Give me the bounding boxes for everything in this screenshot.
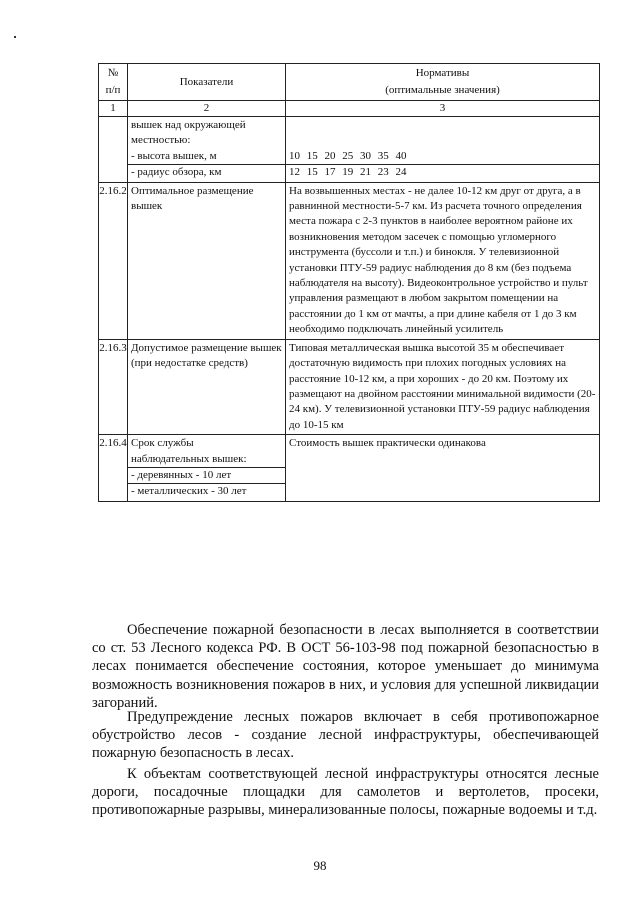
- indicator-line: Срок службы: [131, 437, 194, 450]
- row-number: [99, 117, 128, 183]
- column-number-1: 1: [99, 101, 128, 117]
- column-number-row: [99, 101, 600, 117]
- page-number: 98: [313, 858, 327, 873]
- indicator-cell: Оптимальное размещение вышек: [128, 182, 286, 339]
- indicator-cell: Допустимое размещение вышек (при недостатке средств): [128, 339, 286, 434]
- row-number: 2.16.4: [99, 435, 128, 502]
- header-norms-line1: Нормативы: [415, 67, 470, 79]
- header-indicators: Показатели: [128, 64, 286, 101]
- indicator-cell: [128, 117, 286, 183]
- norm-cell: [286, 117, 600, 183]
- paragraph-text: Обеспечение пожарной безопасности в лесах выполняется в соответствии со ст. 53 Лесного кодекса РФ. В ОСТ 56-103-98 под пожарной безопасностью в лесах понимается обеспечение состояния, которое уменьшает до минимума возможность возникновения пожаров в них, и условия для успешной ликвидации загораний.: [92, 622, 599, 711]
- paragraph-fire-safety: [92, 621, 599, 712]
- paragraph-infrastructure: [92, 765, 599, 820]
- paragraph-text: К объектам соответствующей лесной инфраструктуры относятся лесные дороги, посадочные площадки для самолетов и вертолетов, просеки, противопожарные разрывы, минерализованные полосы, пожарные водоемы и т.д.: [92, 766, 599, 819]
- indicator-line: вышек над окружающей: [131, 119, 246, 131]
- norm-cell: Стоимость вышек практически одинакова: [286, 435, 600, 502]
- indicator-line: наблюдательных вышек:: [131, 452, 247, 465]
- indicator-line: - радиус обзора, км: [128, 164, 285, 180]
- indicator-cell: [128, 435, 286, 502]
- row-number: 2.16.3: [99, 339, 128, 434]
- header-number: № п/п: [99, 64, 128, 101]
- paragraph-text: Предупреждение лесных пожаров включает в себя противопожарное обустройство лесов - создание лесной инфраструктуры, обеспечивающей пожарную безопасность в лесах.: [92, 709, 599, 762]
- view-radii: 12 15 17 19 21 23 24: [286, 164, 599, 180]
- table-row: [99, 435, 600, 502]
- indicator-line: - металлических - 30 лет: [128, 483, 285, 499]
- indicator-line: - высота вышек, м: [131, 149, 217, 162]
- norm-cell: Типовая металлическая вышка высотой 35 м обеспечивает достаточную видимость при плохих погодных условиях на расстояние 10-12 км, а при хороших - до 20 км. Поэтому их размещают на двойном расстоянии минимальной видимости (20-24 км). У телевизионной установки ПТУ-59 радиус наблюдения до 10-15 км: [286, 339, 600, 434]
- norms-table: [98, 63, 600, 502]
- paragraph-prevention: [92, 708, 599, 763]
- table-row: [99, 339, 600, 434]
- indicator-line: - деревянных - 10 лет: [128, 467, 285, 483]
- column-number-2: 2: [128, 101, 286, 117]
- row-number: 2.16.2: [99, 182, 128, 339]
- scan-speck: [14, 36, 16, 38]
- table-row: [99, 182, 600, 339]
- column-number-3: 3: [286, 101, 600, 117]
- indicator-line: местностью:: [131, 134, 191, 147]
- header-norms-line2: (оптимальные значения): [385, 84, 500, 96]
- tower-heights: 10 15 20 25 30 35 40: [289, 149, 407, 162]
- table-header-row: [99, 64, 600, 101]
- table-row: [99, 117, 600, 183]
- norm-cell: На возвышенных местах - не далее 10-12 км друг от друга, а в равнинной местности-5-7 км. Из расчета точного определения места пожара с 2-3 пунктов в наиболее вероятном районе их возникновения методом засечек с помощью угломерного инструмента (буссоли и т.п.) и бинокля. У телевизионной установки ПТУ-59 радиус наблюдения до 8 км (без подъема наблюдателя на высоту). Видеоконтрольное устройство и пульт управления размещают в любом закрытом помещении на расстоянии до 1 км от мачты, а при длине кабеля от 1 до 3 км необходимо подключать линейный усилитель: [286, 182, 600, 339]
- header-norms: [286, 64, 600, 101]
